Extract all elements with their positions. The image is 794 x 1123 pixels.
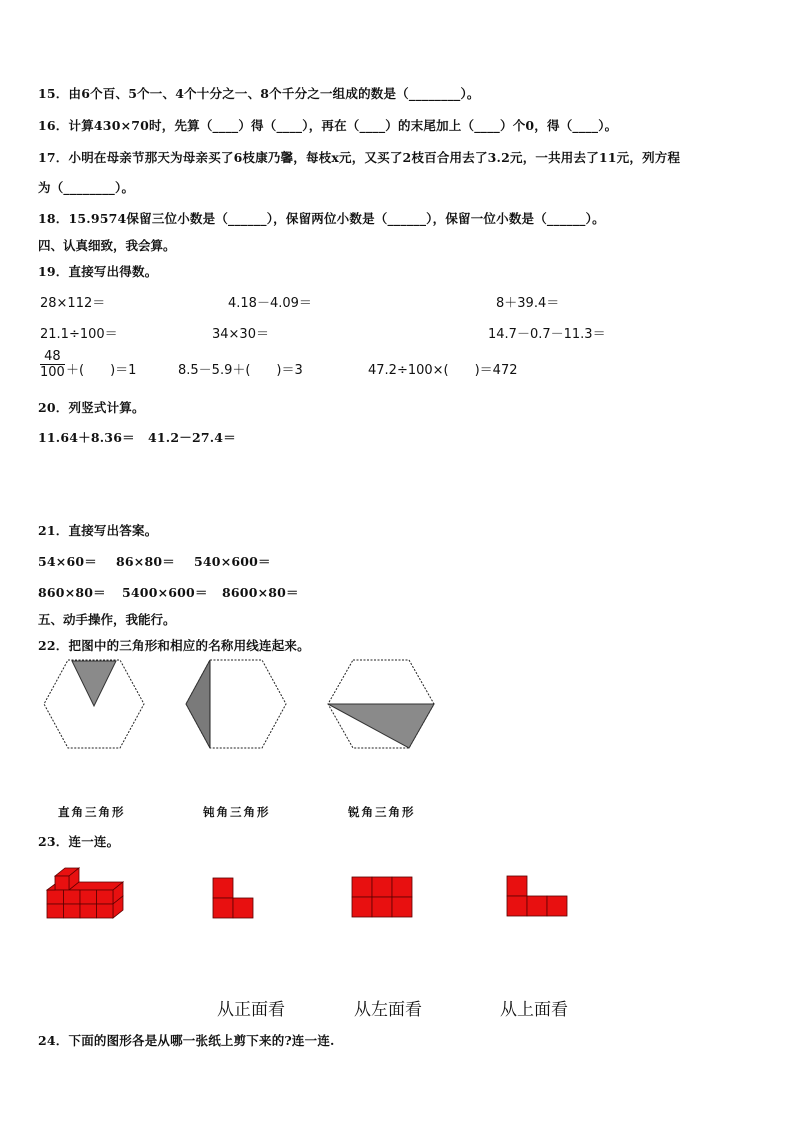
question-18: 18．15.9574保留三位小数是（______），保留两位小数是（______），保留一位小数是（______）。 <box>38 211 605 226</box>
q21-r2-c2: 5400×600＝ <box>122 585 208 600</box>
question-23-title: 23．连一连。 <box>38 834 120 849</box>
question-17-line2: 为（________）。 <box>38 180 135 195</box>
q19-item-g: ＋( )＝1 <box>66 363 137 378</box>
q19-item-i: 47.2÷100×( )＝472 <box>368 363 518 378</box>
hexagon-figure-3 <box>326 658 436 750</box>
label-top-view: 从上面看 <box>500 1000 568 1020</box>
q19-item-c: 8＋39.4＝ <box>496 296 560 311</box>
cube-stack-3d <box>45 866 127 926</box>
q19-item-a: 28×112＝ <box>40 296 106 311</box>
question-21-title: 21．直接写出答案。 <box>38 523 158 538</box>
fraction-numerator: 48 <box>40 349 65 365</box>
fraction-denominator: 100 <box>40 365 65 380</box>
q21-r2-c3: 8600×80＝ <box>222 585 299 600</box>
q21-r1-c3: 540×600＝ <box>194 554 271 569</box>
q19-item-f: 14.7－0.7－11.3＝ <box>488 327 606 342</box>
section-5-title: 五、动手操作，我能行。 <box>38 612 176 627</box>
question-15: 15．由6个百、5个一、4个十分之一、8个千分之一组成的数是（________）。 <box>38 86 480 101</box>
question-19-title: 19．直接写出得数。 <box>38 264 158 279</box>
question-17-line1: 17．小明在母亲节那天为母亲买了6枝康乃馨，每枝x元，又买了2枝百合用去了3.2元，一共用去了11元，列方程 <box>38 150 681 165</box>
q19-item-d: 21.1÷100＝ <box>40 327 118 342</box>
question-24-title: 24．下面的图形各是从哪一张纸上剪下来的?连一连. <box>38 1033 335 1048</box>
q19-item-b: 4.18－4.09＝ <box>228 296 312 311</box>
label-obtuse-triangle: 钝角三角形 <box>203 805 271 819</box>
q21-r1-c2: 86×80＝ <box>116 554 175 569</box>
q19-item-e: 34×30＝ <box>212 327 269 342</box>
q20-item-a: 11.64＋8.36＝ <box>38 430 135 445</box>
question-20-title: 20．列竖式计算。 <box>38 400 145 415</box>
hexagon-figure-2 <box>184 658 288 750</box>
q21-r2-c1: 860×80＝ <box>38 585 106 600</box>
question-22-title: 22．把图中的三角形和相应的名称用线连起来。 <box>38 638 310 653</box>
label-right-triangle: 直角三角形 <box>58 805 126 819</box>
q19-item-h: 8.5－5.9＋( )＝3 <box>178 363 303 378</box>
question-16: 16．计算430×70时，先算（____）得（____），再在（____）的末尾加上（____）个0，得（____）。 <box>38 118 618 133</box>
label-left-view: 从左面看 <box>354 1000 422 1020</box>
label-front-view: 从正面看 <box>217 1000 285 1020</box>
q21-r1-c1: 54×60＝ <box>38 554 97 569</box>
q20-item-b: 41.2－27.4＝ <box>148 430 236 445</box>
section-4-title: 四、认真细致，我会算。 <box>38 238 176 253</box>
view-shape-1 <box>212 877 256 919</box>
hexagon-figure-1 <box>42 658 146 750</box>
q19-item-g-fraction <box>40 349 65 380</box>
view-shape-3 <box>506 875 570 917</box>
label-acute-triangle: 锐角三角形 <box>348 805 416 819</box>
view-shape-2 <box>351 876 413 918</box>
